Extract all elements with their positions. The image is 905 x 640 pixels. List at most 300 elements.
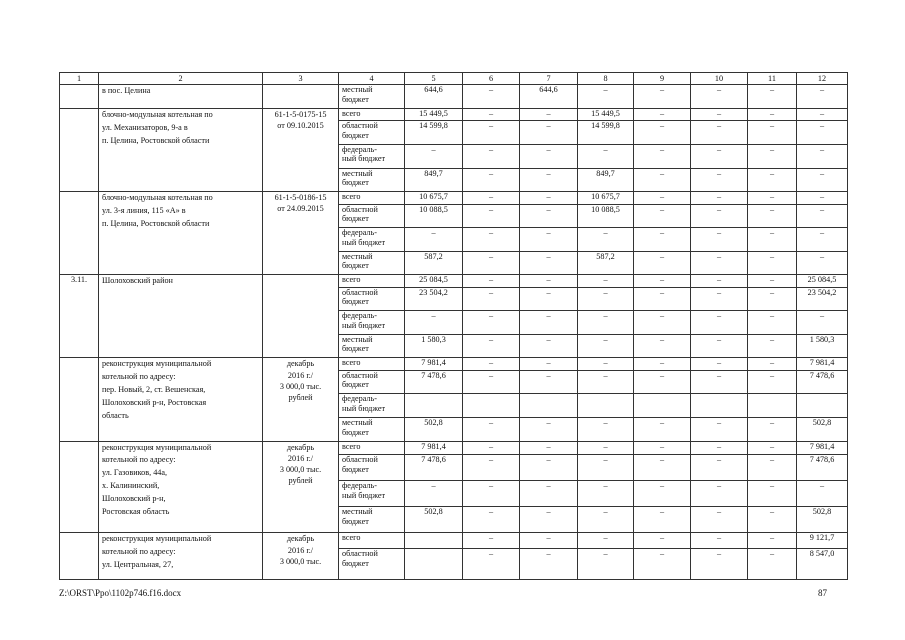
value-cell: –	[797, 108, 848, 120]
text-line: федераль-	[342, 311, 377, 321]
funding-source	[339, 418, 405, 442]
value-cell: 587,2	[405, 251, 463, 275]
value-cell: –	[463, 358, 520, 370]
text-line: Шолоховский р-н,	[102, 493, 166, 503]
text-line: область	[102, 410, 129, 420]
value-cell: –	[463, 533, 520, 549]
column-header: 4	[339, 73, 405, 85]
value-cell: 14 599,8	[578, 121, 634, 145]
value-cell: –	[748, 121, 797, 145]
column-header: 12	[797, 73, 848, 85]
value-cell	[748, 394, 797, 418]
funding-source	[339, 370, 405, 394]
value-cell: –	[691, 204, 748, 228]
object-description	[99, 533, 263, 580]
text-line: бюджет	[342, 380, 369, 390]
value-cell: –	[463, 334, 520, 358]
text-line: федераль-	[342, 144, 377, 154]
value-cell: –	[748, 481, 797, 507]
value-cell: –	[520, 533, 578, 549]
text-line: федераль-	[342, 394, 377, 404]
value-cell: 7 981,4	[405, 358, 463, 370]
value-cell: –	[578, 549, 634, 580]
funding-source	[339, 85, 405, 109]
text-line: Шолоховский район	[102, 276, 173, 286]
value-cell: –	[463, 455, 520, 481]
text-line: блочно-модульная котельная по	[102, 193, 213, 203]
budget-table	[59, 72, 848, 580]
value-cell: –	[691, 228, 748, 252]
value-cell: 15 449,5	[578, 108, 634, 120]
object-description	[99, 192, 263, 275]
value-cell: –	[463, 192, 520, 204]
funding-source	[339, 311, 405, 335]
funding-source	[339, 204, 405, 228]
funding-source	[339, 121, 405, 145]
value-cell: 23 504,2	[797, 287, 848, 311]
document-reference	[263, 192, 339, 275]
value-cell: –	[520, 192, 578, 204]
value-cell: –	[578, 85, 634, 109]
value-cell: –	[634, 108, 691, 120]
value-cell: –	[463, 108, 520, 120]
funding-source	[339, 228, 405, 252]
value-cell: 23 504,2	[405, 287, 463, 311]
value-cell: –	[691, 85, 748, 109]
value-cell: –	[748, 455, 797, 481]
value-cell: –	[578, 441, 634, 455]
value-cell: –	[578, 481, 634, 507]
value-cell: 502,8	[405, 507, 463, 533]
text-line: бюджет	[342, 516, 369, 526]
value-cell: –	[634, 533, 691, 549]
value-cell: –	[634, 251, 691, 275]
value-cell: –	[578, 228, 634, 252]
text-line: областной	[342, 370, 378, 380]
section-number	[60, 192, 99, 275]
value-cell: 7 478,6	[405, 370, 463, 394]
table-row	[60, 358, 848, 370]
value-cell: –	[578, 533, 634, 549]
text-line: местный	[342, 85, 373, 95]
value-cell	[691, 394, 748, 418]
value-cell: –	[691, 311, 748, 335]
section-number	[60, 85, 99, 109]
document-reference	[263, 358, 339, 441]
value-cell: –	[634, 168, 691, 192]
value-cell: –	[463, 481, 520, 507]
column-header: 2	[99, 73, 263, 85]
value-cell: 10 088,5	[405, 204, 463, 228]
column-header: 5	[405, 73, 463, 85]
value-cell: 644,6	[520, 85, 578, 109]
text-line: ный бюджет	[342, 237, 386, 247]
document-reference	[263, 85, 339, 109]
value-cell: –	[463, 121, 520, 145]
value-cell: –	[463, 168, 520, 192]
value-cell: –	[691, 275, 748, 287]
value-cell: 25 084,5	[797, 275, 848, 287]
section-number	[60, 358, 99, 441]
value-cell: –	[634, 85, 691, 109]
value-cell: –	[691, 370, 748, 394]
document-reference	[263, 533, 339, 580]
footer-file-path: Z:\ORST\Ppo\1102p746.f16.docx	[59, 588, 182, 598]
value-cell: –	[520, 108, 578, 120]
value-cell: –	[691, 441, 748, 455]
value-cell: –	[797, 85, 848, 109]
text-line: от 24.09.2015	[277, 204, 324, 214]
value-cell: –	[463, 311, 520, 335]
value-cell: 15 449,5	[405, 108, 463, 120]
value-cell: –	[748, 549, 797, 580]
funding-source	[339, 168, 405, 192]
value-cell: –	[634, 481, 691, 507]
value-cell: –	[797, 168, 848, 192]
table-row	[60, 108, 848, 120]
value-cell: 7 478,6	[797, 370, 848, 394]
text-line: 2016 г./	[287, 545, 314, 555]
text-line: ул. 3-я линия, 115 «А» в	[102, 205, 186, 215]
value-cell	[405, 394, 463, 418]
value-cell: –	[797, 228, 848, 252]
text-line: реконструкция муниципальной	[102, 442, 212, 452]
column-header: 8	[578, 73, 634, 85]
text-line: блочно-модульная котельная по	[102, 109, 213, 119]
value-cell: –	[691, 533, 748, 549]
text-line: всего	[342, 358, 361, 368]
value-cell: 9 121,7	[797, 533, 848, 549]
value-cell: 644,6	[405, 85, 463, 109]
value-cell: –	[634, 287, 691, 311]
value-cell: 10 675,7	[578, 192, 634, 204]
text-line: декабрь	[286, 359, 315, 369]
text-line: бюджет	[342, 94, 369, 104]
text-line: местный	[342, 507, 373, 517]
value-cell: –	[748, 370, 797, 394]
text-line: бюджет	[342, 464, 369, 474]
value-cell: –	[520, 168, 578, 192]
value-cell: –	[797, 121, 848, 145]
text-line: всего	[342, 192, 361, 202]
document-reference	[263, 108, 339, 191]
value-cell: –	[748, 533, 797, 549]
text-line: Ростовская область	[102, 506, 170, 516]
value-cell: 7 478,6	[797, 455, 848, 481]
column-header: 3	[263, 73, 339, 85]
funding-source	[339, 533, 405, 549]
funding-source	[339, 441, 405, 455]
funding-source	[339, 358, 405, 370]
funding-source	[339, 334, 405, 358]
value-cell: –	[463, 418, 520, 442]
value-cell: –	[463, 507, 520, 533]
value-cell	[405, 533, 463, 549]
value-cell: 8 547,0	[797, 549, 848, 580]
value-cell: –	[520, 418, 578, 442]
text-line: местный	[342, 168, 373, 178]
value-cell: 1 580,3	[797, 334, 848, 358]
value-cell: –	[634, 370, 691, 394]
table-row	[60, 275, 848, 287]
value-cell: 7 981,4	[405, 441, 463, 455]
column-header: 1	[60, 73, 99, 85]
text-line: ный бюджет	[342, 320, 386, 330]
page-number: 87	[818, 588, 827, 598]
value-cell: –	[748, 251, 797, 275]
document-reference	[263, 275, 339, 358]
text-line: котельной по адресу:	[102, 455, 176, 465]
table-row	[60, 85, 848, 109]
funding-source	[339, 144, 405, 168]
value-cell: –	[463, 85, 520, 109]
value-cell: –	[463, 275, 520, 287]
value-cell: –	[520, 481, 578, 507]
value-cell: 587,2	[578, 251, 634, 275]
value-cell: –	[691, 108, 748, 120]
value-cell: –	[578, 144, 634, 168]
text-line: областной	[342, 204, 378, 214]
value-cell: –	[634, 455, 691, 481]
funding-source	[339, 251, 405, 275]
value-cell: –	[520, 228, 578, 252]
value-cell	[405, 549, 463, 580]
text-line: всего	[342, 533, 361, 543]
value-cell: 502,8	[797, 418, 848, 442]
value-cell: –	[578, 311, 634, 335]
funding-source	[339, 192, 405, 204]
value-cell: –	[634, 204, 691, 228]
value-cell: –	[463, 144, 520, 168]
value-cell: –	[748, 275, 797, 287]
value-cell: –	[405, 144, 463, 168]
value-cell: –	[520, 549, 578, 580]
value-cell	[463, 394, 520, 418]
document-reference	[263, 441, 339, 533]
funding-source	[339, 507, 405, 533]
text-line: всего	[342, 108, 361, 118]
text-line: всего	[342, 275, 361, 285]
funding-source	[339, 108, 405, 120]
value-cell	[634, 394, 691, 418]
text-line: ул. Механизаторов, 9-а в	[102, 122, 188, 132]
text-line: пер. Новый, 2, ст. Вешенская,	[102, 385, 206, 395]
value-cell: –	[691, 334, 748, 358]
text-line: бюджет	[342, 178, 369, 188]
value-cell: –	[691, 251, 748, 275]
value-cell: –	[520, 204, 578, 228]
value-cell: –	[520, 455, 578, 481]
text-line: декабрь	[286, 534, 315, 544]
text-line: областной	[342, 121, 378, 131]
value-cell: –	[578, 507, 634, 533]
value-cell: –	[634, 441, 691, 455]
text-line: областной	[342, 455, 378, 465]
value-cell: –	[748, 192, 797, 204]
value-cell: –	[463, 204, 520, 228]
text-line: областной	[342, 549, 378, 559]
value-cell: –	[691, 144, 748, 168]
text-line: реконструкция муниципальной	[102, 534, 212, 544]
value-cell: –	[691, 507, 748, 533]
value-cell: –	[463, 287, 520, 311]
value-cell: 502,8	[405, 418, 463, 442]
funding-source	[339, 394, 405, 418]
value-cell: –	[748, 108, 797, 120]
value-cell: –	[691, 121, 748, 145]
value-cell: –	[797, 144, 848, 168]
value-cell	[578, 394, 634, 418]
text-line: бюджет	[342, 214, 369, 223]
value-cell: –	[748, 228, 797, 252]
text-line: федераль-	[342, 481, 377, 491]
funding-source	[339, 275, 405, 287]
text-line: бюджет	[342, 130, 369, 140]
text-line: 3 000,0 тыс.	[279, 381, 322, 391]
text-line: от 09.10.2015	[277, 121, 324, 131]
value-cell: –	[520, 311, 578, 335]
value-cell: –	[691, 358, 748, 370]
object-description	[99, 108, 263, 191]
text-line: бюджет	[342, 427, 369, 437]
value-cell: –	[578, 334, 634, 358]
value-cell: –	[520, 507, 578, 533]
text-line: 2016 г./	[287, 370, 314, 380]
text-line: в пос. Целина	[102, 86, 151, 96]
value-cell: –	[797, 251, 848, 275]
value-cell: 849,7	[405, 168, 463, 192]
column-header: 11	[748, 73, 797, 85]
text-line: бюджет	[342, 558, 369, 568]
funding-source	[339, 455, 405, 481]
value-cell: –	[405, 481, 463, 507]
value-cell: –	[520, 334, 578, 358]
value-cell: –	[578, 418, 634, 442]
column-header: 9	[634, 73, 691, 85]
value-cell: 849,7	[578, 168, 634, 192]
value-cell: –	[520, 251, 578, 275]
value-cell: 7 478,6	[405, 455, 463, 481]
object-description	[99, 85, 263, 109]
text-line: котельной по адресу:	[102, 547, 176, 557]
value-cell: –	[691, 192, 748, 204]
table-row	[60, 533, 848, 549]
value-cell: 502,8	[797, 507, 848, 533]
text-line: п. Целина, Ростовской области	[102, 135, 210, 145]
section-number	[60, 108, 99, 191]
text-line: ул. Газовиков, 44а,	[102, 468, 168, 478]
value-cell: –	[634, 358, 691, 370]
value-cell: 7 981,4	[797, 358, 848, 370]
value-cell: –	[463, 251, 520, 275]
value-cell: –	[463, 228, 520, 252]
text-line: х. Калининский,	[102, 480, 160, 490]
value-cell: –	[634, 507, 691, 533]
column-header: 7	[520, 73, 578, 85]
section-number: 3.11.	[60, 275, 99, 358]
text-line: бюджет	[342, 261, 369, 271]
value-cell: 1 580,3	[405, 334, 463, 358]
value-cell: –	[520, 441, 578, 455]
value-cell: –	[691, 168, 748, 192]
value-cell: –	[578, 455, 634, 481]
value-cell: –	[578, 358, 634, 370]
value-cell: 7 981,4	[797, 441, 848, 455]
text-line: всего	[342, 441, 361, 451]
text-line: котельной по адресу:	[102, 372, 176, 382]
value-cell: –	[634, 334, 691, 358]
text-line: реконструкция муниципальной	[102, 359, 212, 369]
value-cell: –	[748, 358, 797, 370]
text-line: ный бюджет	[342, 403, 386, 413]
value-cell: –	[748, 334, 797, 358]
value-cell: –	[634, 144, 691, 168]
value-cell: –	[463, 441, 520, 455]
value-cell: –	[797, 481, 848, 507]
value-cell: –	[797, 192, 848, 204]
text-line: рублей	[288, 476, 313, 486]
text-line: рублей	[288, 393, 313, 403]
value-cell: –	[634, 275, 691, 287]
text-line: ный бюджет	[342, 154, 386, 164]
value-cell: –	[691, 481, 748, 507]
value-cell: –	[691, 287, 748, 311]
value-cell: –	[520, 144, 578, 168]
text-line: п. Целина, Ростовской области	[102, 218, 210, 228]
value-cell: –	[520, 275, 578, 287]
text-line: 2016 г./	[287, 453, 314, 463]
value-cell: 10 675,7	[405, 192, 463, 204]
value-cell: –	[520, 358, 578, 370]
value-cell: –	[797, 204, 848, 228]
header-row	[60, 73, 848, 85]
text-line: ул. Центральная, 27,	[102, 559, 174, 569]
value-cell: –	[691, 418, 748, 442]
text-line: ный бюджет	[342, 490, 386, 500]
value-cell: –	[748, 507, 797, 533]
value-cell: –	[748, 287, 797, 311]
value-cell: –	[748, 204, 797, 228]
value-cell: –	[520, 121, 578, 145]
value-cell: –	[578, 287, 634, 311]
text-line: федераль-	[342, 228, 377, 238]
value-cell: –	[520, 370, 578, 394]
value-cell: –	[463, 370, 520, 394]
object-description	[99, 441, 263, 533]
text-line: 3 000,0 тыс.	[279, 465, 322, 474]
value-cell: –	[634, 192, 691, 204]
section-number	[60, 533, 99, 580]
object-description	[99, 358, 263, 441]
text-line: бюджет	[342, 344, 369, 354]
value-cell: –	[691, 455, 748, 481]
funding-source	[339, 287, 405, 311]
value-cell	[520, 394, 578, 418]
value-cell: –	[748, 311, 797, 335]
table-row	[60, 441, 848, 455]
column-header: 6	[463, 73, 520, 85]
table-row	[60, 192, 848, 204]
value-cell: –	[634, 549, 691, 580]
text-line: местный	[342, 418, 373, 427]
text-line: областной	[342, 287, 378, 297]
value-cell: –	[578, 275, 634, 287]
value-cell: –	[748, 168, 797, 192]
text-line: местный	[342, 251, 373, 261]
value-cell: –	[520, 287, 578, 311]
value-cell	[797, 394, 848, 418]
value-cell: –	[463, 549, 520, 580]
